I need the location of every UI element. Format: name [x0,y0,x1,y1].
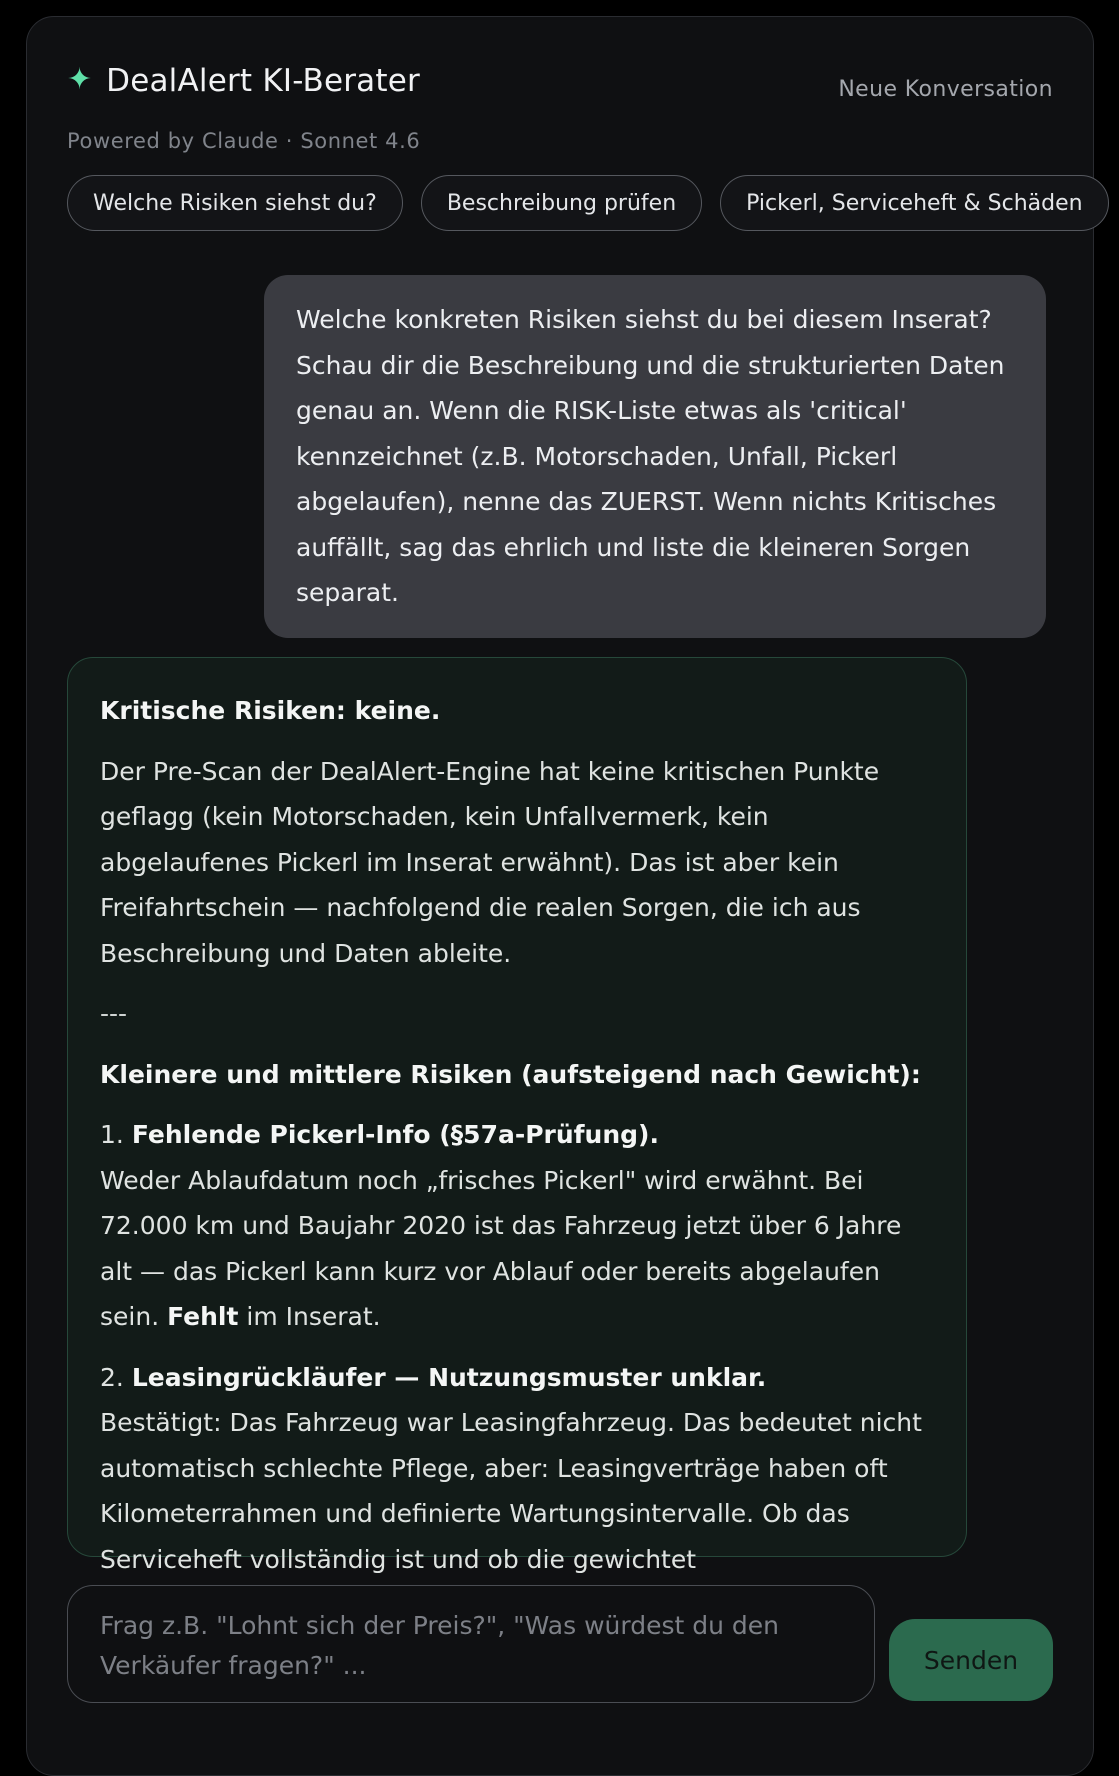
risk-item [100,1112,934,1340]
risk-item-title: Leasingrückläufer — Nutzungsmuster unklar. [131,1362,767,1392]
message-input[interactable] [100,1606,842,1682]
composer-row [67,1585,1053,1705]
separator: --- [100,999,128,1028]
message-input-box [67,1585,875,1703]
risk-item-body: Bestätigt: Das Fahrzeug war Leasingfahrzeug. Das bedeutet nicht automatisch schlechte Pflege, aber: Leasingverträge haben oft Kilometerrahmen und definierte Wartungsintervalle. Ob das Serviceheft vollständig ist und ob die gewichtet [100,1408,922,1574]
risk-item-number: 2. [100,1362,124,1392]
risk-item-body: Weder Ablaufdatum noch „frisches Pickerl" wird erwähnt. Bei 72.000 km und Baujahr 2020 ist das Fahrzeug jetzt über 6 Jahre alt — das Pickerl kann kurz vor Ablauf oder bereits abgelaufen sein. [100,1165,902,1331]
suggestion-chips [67,175,1083,235]
risk-item-body-bold: Fehlt [167,1302,239,1331]
new-conversation-button[interactable]: Neue Konversation [838,77,1053,102]
suggestion-chip-risks[interactable]: Welche Risiken siehst du? [67,175,403,231]
send-button[interactable]: Senden [889,1619,1053,1701]
intro-paragraph: Der Pre-Scan der DealAlert-Engine hat keine kritischen Punkte geflagg (kein Motorschaden, kein Unfallvermerk, kein abgelaufenes Pickerl im Inserat erwähnt). Das ist aber kein Freifahrtschein — nachfolgend die realen Sorgen, die ich aus Beschreibung und Daten ableite. [100,756,880,968]
chat-header [67,63,1053,163]
risk-item [100,1355,934,1583]
risk-item-body-end: im Inserat. [238,1302,381,1331]
risk-item-title: Fehlende Pickerl-Info (§57a-Prüfung). [131,1120,659,1149]
model-subtitle: Powered by Claude · Sonnet 4.6 [67,129,421,153]
page-title: DealAlert KI-Berater [106,63,420,99]
sparkle-icon: ✦ [67,62,93,97]
suggestion-chip-description[interactable]: Beschreibung prüfen [421,175,702,231]
chat-panel [26,16,1094,1776]
risk-item-number: 1. [100,1120,124,1149]
user-message-bubble: Welche konkreten Risiken siehst du bei diesem Inserat? Schau dir die Beschreibung und die strukturierten Daten genau an. Wenn die RISK-Liste etwas als 'critical' kennzeichnet (z.B. Motorschaden, Unfall, Pickerl abgelaufen), nenne das ZUERST. Wenn nichts Kritisches auffällt, sag das ehrlich und liste die kleineren Sorgen separat. [264,275,1046,638]
critical-risks-heading: Kritische Risiken: keine. [100,696,441,725]
suggestion-chip-pickerl[interactable]: Pickerl, Serviceheft & Schäden [720,175,1108,231]
assistant-message-bubble [67,657,967,1574]
minor-risks-heading: Kleinere und mittlere Risiken (aufsteigend nach Gewicht): [100,1059,921,1089]
